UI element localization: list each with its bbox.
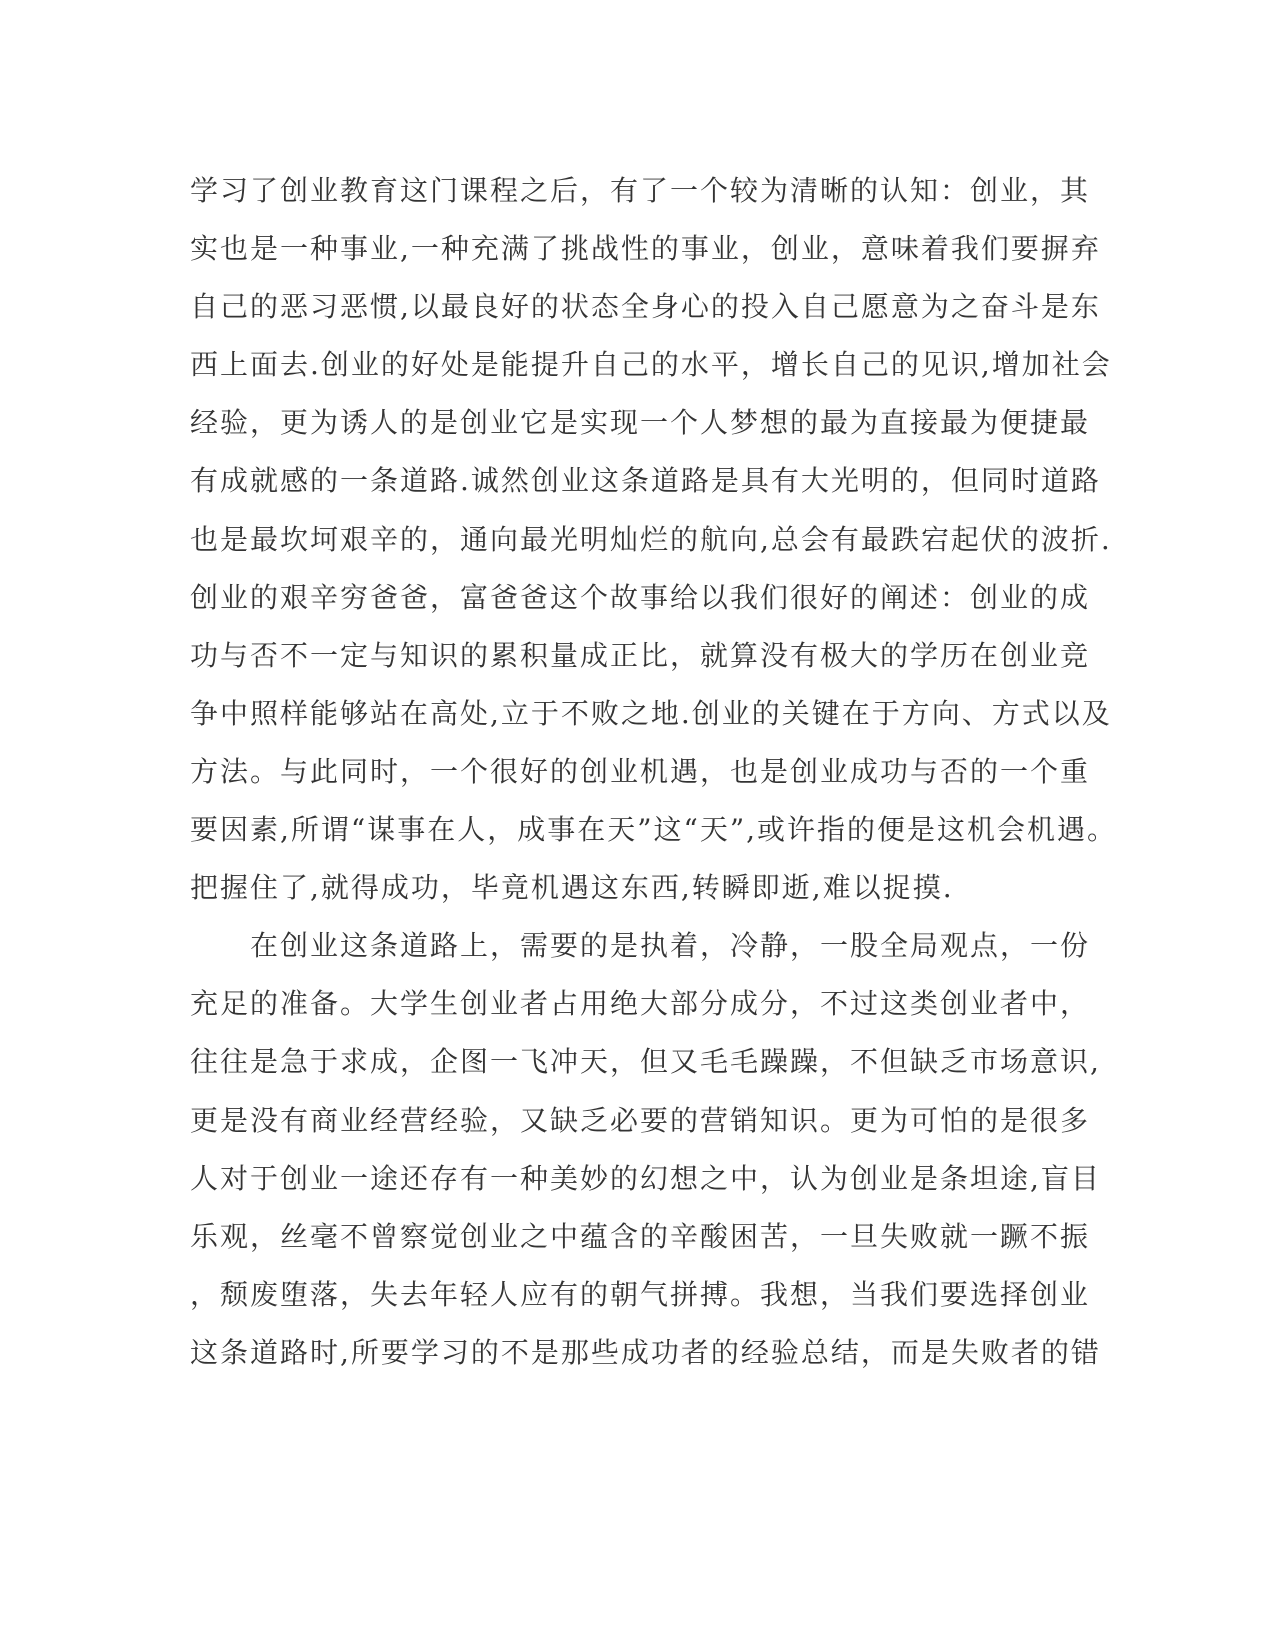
paragraph-start-line: 在创业这条道路上，需要的是执着，冷静，一股全局观点，一份 [190, 929, 1091, 963]
text-line: 学习了创业教育这门课程之后，有了一个较为清晰的认知：创业，其 [190, 174, 1091, 207]
text-line: 更是没有商业经营经验，又缺乏必要的营销知识。更为可怕的是很多 [190, 1103, 1091, 1137]
text-line: 西上面去.创业的好处是能提升自己的水平，增长自己的见识,增加社会 [190, 348, 1112, 382]
text-line: 自己的恶习恶惯,以最良好的状态全身心的投入自己愿意为之奋斗是东 [190, 290, 1101, 324]
text-line: 要因素,所谓“谋事在人，成事在天”这“天”,或许指的便是这机会机遇。 [190, 813, 1118, 847]
text-line: 把握住了,就得成功，毕竟机遇这东西,转瞬即逝,难以捉摸. [190, 871, 954, 905]
text-line: 有成就感的一条道路.诚然创业这条道路是具有大光明的，但同时道路 [190, 464, 1101, 498]
text-line: 人对于创业一途还存有一种美妙的幻想之中，认为创业是条坦途,盲目 [190, 1161, 1101, 1195]
text-line: 也是最坎坷艰辛的，通向最光明灿烂的航向,总会有最跌宕起伏的波折. [190, 522, 1112, 556]
text-line: 方法。与此同时，一个很好的创业机遇，也是创业成功与否的一个重 [190, 754, 1091, 788]
text-line: ，颓废堕落，失去年轻人应有的朝气拼搏。我想，当我们要选择创业 [190, 1277, 1091, 1311]
text-line: 实也是一种事业,一种充满了挑战性的事业，创业，意味着我们要摒弃 [190, 232, 1101, 266]
text-line: 充足的准备。大学生创业者占用绝大部分成分，不过这类创业者中， [190, 987, 1091, 1021]
text-line: 往往是急于求成，企图一飞冲天，但又毛毛躁躁，不但缺乏市场意识, [190, 1045, 1101, 1079]
text-line: 这条道路时,所要学习的不是那些成功者的经验总结，而是失败者的错 [190, 1335, 1101, 1369]
text-line: 创业的艰辛穷爸爸，富爸爸这个故事给以我们很好的阐述：创业的成 [190, 580, 1091, 614]
text-line: 经验，更为诱人的是创业它是实现一个人梦想的最为直接最为便捷最 [190, 406, 1091, 440]
text-line: 功与否不一定与知识的累积量成正比，就算没有极大的学历在创业竞 [190, 638, 1091, 672]
text-line: 争中照样能够站在高处,立于不败之地.创业的关键在于方向、方式以及 [190, 696, 1112, 730]
text-line: 乐观，丝毫不曾察觉创业之中蕴含的辛酸困苦，一旦失败就一蹶不振 [190, 1219, 1091, 1253]
body-text [190, 162, 1118, 1382]
